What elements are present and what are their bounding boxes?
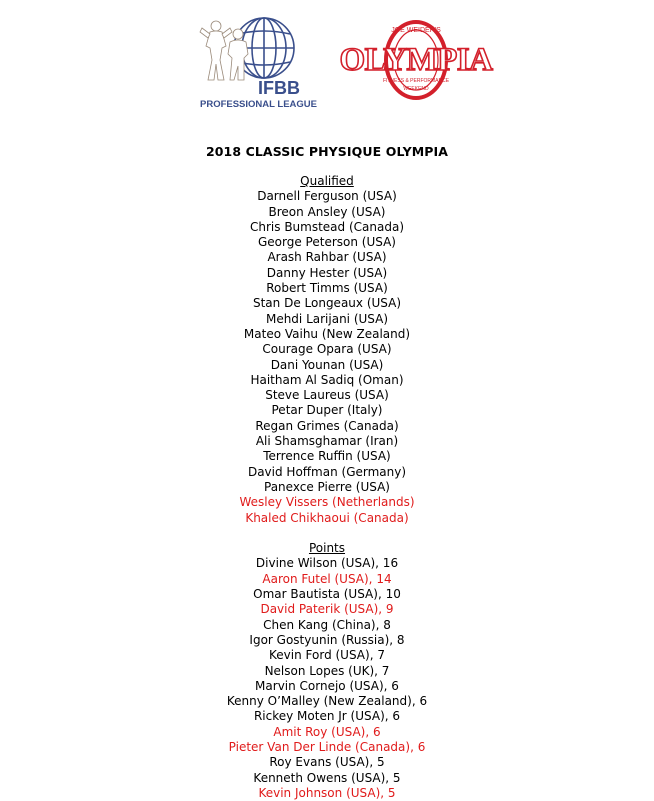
document-title: 2018 CLASSIC PHYSIQUE OLYMPIA — [205, 144, 449, 159]
olympia-logo-word: OLYMPIA — [339, 42, 493, 78]
qualified-entry: Haitham Al Sadiq (Oman) — [250, 372, 404, 387]
points-entry: Omar Bautista (USA), 10 — [253, 587, 401, 602]
qualified-entry: Regan Grimes (Canada) — [255, 418, 399, 433]
points-list — [0, 556, 654, 801]
points-entry: Divine Wilson (USA), 16 — [255, 556, 399, 571]
olympia-logo-top: JOE WEIDER'S — [391, 27, 441, 34]
qualified-entry: David Hoffman (Germany) — [247, 464, 407, 479]
qualified-entry: George Peterson (USA) — [258, 235, 396, 250]
points-entry: Kevin Johnson (USA), 5 — [258, 785, 396, 800]
qualified-entry: Wesley Vissers (Netherlands) — [239, 495, 415, 510]
qualified-entry: Khaled Chikhaoui (Canada) — [245, 510, 409, 525]
section-spacer — [0, 526, 654, 541]
qualified-entry: Chris Bumstead (Canada) — [250, 219, 404, 234]
qualified-entry: Panexce Pierre (USA) — [264, 479, 390, 494]
qualified-entry: Mateo Vaihu (New Zealand) — [243, 326, 411, 341]
qualified-entry: Ali Shamsghamar (Iran) — [255, 434, 399, 449]
qualified-entry: Courage Opara (USA) — [262, 342, 392, 357]
olympia-logo-sub1: FITNESS & PERFORMANCE — [382, 78, 450, 84]
olympia-logo-sub2: WEEKEND — [403, 86, 429, 92]
points-entry: Nelson Lopes (UK), 7 — [264, 663, 390, 678]
qualified-heading: Qualified — [300, 174, 354, 188]
points-entry: Kenny O’Malley (New Zealand), 6 — [226, 694, 428, 709]
ifbb-logo-text: IFBB — [258, 78, 300, 98]
qualified-entry: Breon Ansley (USA) — [268, 204, 386, 219]
qualified-entry: Petar Duper (Italy) — [271, 403, 383, 418]
header-logos — [0, 12, 654, 112]
ifbb-logo — [198, 14, 328, 110]
qualified-entry: Stan De Longeaux (USA) — [252, 296, 402, 311]
qualified-entry: Arash Rahbar (USA) — [267, 250, 387, 265]
qualified-entry: Mehdi Larijani (USA) — [265, 311, 389, 326]
points-entry: Kenneth Owens (USA), 5 — [253, 770, 401, 785]
qualified-entry: Steve Laureus (USA) — [265, 388, 389, 403]
qualified-list — [0, 189, 654, 526]
points-entry: Amit Roy (USA), 6 — [273, 724, 381, 739]
qualified-entry: Terrence Ruffin (USA) — [263, 449, 391, 464]
points-entry: Aaron Futel (USA), 14 — [262, 571, 392, 586]
points-entry: Igor Gostyunin (Russia), 8 — [249, 632, 405, 647]
points-entry: Marvin Cornejo (USA), 6 — [255, 678, 399, 693]
points-entry: David Paterik (USA), 9 — [260, 602, 394, 617]
olympia-logo — [336, 20, 496, 106]
points-entry: Pieter Van Der Linde (Canada), 6 — [228, 739, 426, 754]
qualified-entry: Robert Timms (USA) — [266, 281, 388, 296]
points-heading: Points — [308, 541, 346, 556]
ifbb-logo-subtext: PROFESSIONAL LEAGUE — [200, 99, 318, 110]
points-entry: Chen Kang (China), 8 — [263, 617, 391, 632]
qualified-entry: Darnell Ferguson (USA) — [257, 189, 397, 204]
points-entry: Rickey Moten Jr (USA), 6 — [253, 709, 401, 724]
points-entry: Roy Evans (USA), 5 — [269, 755, 385, 770]
qualified-entry: Danny Hester (USA) — [266, 265, 388, 280]
roster-content — [0, 174, 654, 801]
points-entry: Kevin Ford (USA), 7 — [269, 648, 385, 663]
qualified-entry: Dani Younan (USA) — [270, 357, 384, 372]
